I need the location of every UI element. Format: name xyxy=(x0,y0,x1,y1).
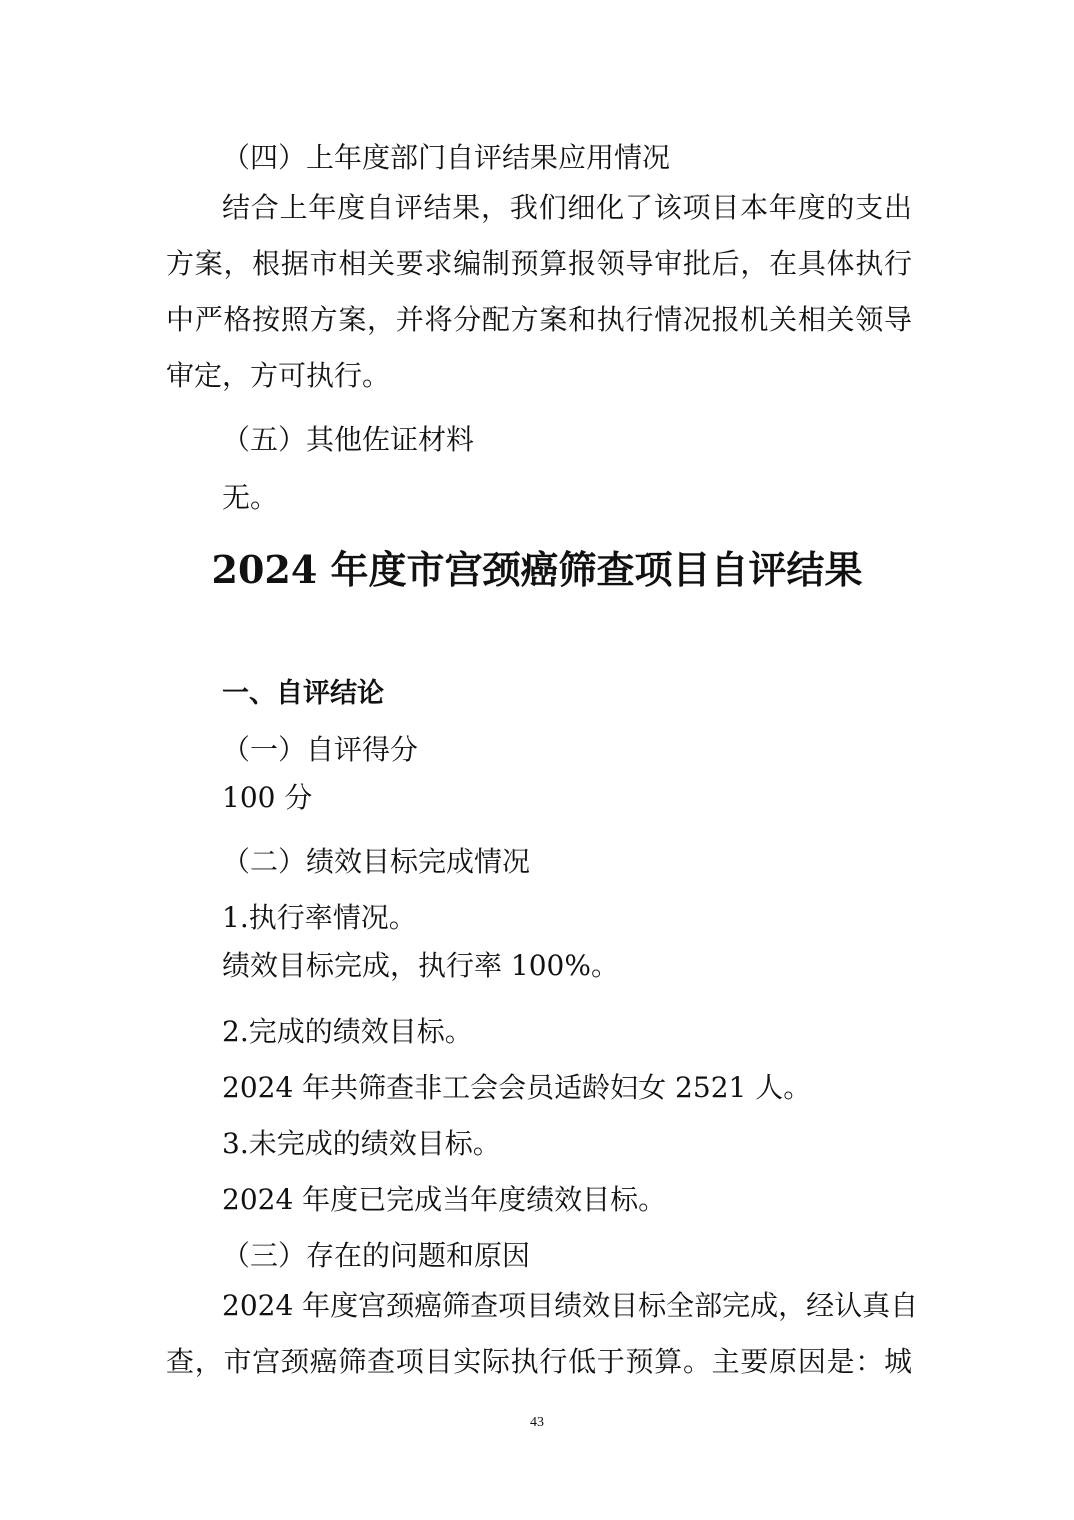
item2-text: 2024 年共筛查非工会会员适龄妇女 2521 人。 xyxy=(222,1071,812,1104)
item3-label: 3.未完成的绩效目标。 xyxy=(222,1127,501,1160)
section4-line-3: 中严格按照方案，并将分配方案和执行情况报机关相关领导 xyxy=(166,303,912,336)
item1-label: 1.执行率情况。 xyxy=(222,901,417,934)
item2-label: 2.完成的绩效目标。 xyxy=(222,1015,473,1048)
page-number: 43 xyxy=(530,1415,544,1430)
part1-heading: 一、自评结论 xyxy=(222,678,384,709)
section4-heading: （四）上年度部门自评结果应用情况 xyxy=(222,141,671,174)
item1-text: 绩效目标完成，执行率 100%。 xyxy=(222,949,619,982)
problem-line-2: 查，市宫颈癌筛查项目实际执行低于预算。主要原因是：城 xyxy=(166,1345,912,1378)
goal-heading: （二）绩效目标完成情况 xyxy=(222,845,531,878)
section4-line-1: 结合上年度自评结果，我们细化了该项目本年度的支出 xyxy=(222,191,912,224)
score-value: 100 分 xyxy=(222,781,313,814)
item3-text: 2024 年度已完成当年度绩效目标。 xyxy=(222,1183,667,1216)
section4-line-4: 审定，方可执行。 xyxy=(166,359,391,392)
section5-body: 无。 xyxy=(222,481,279,514)
section5-heading: （五）其他佐证材料 xyxy=(222,423,475,456)
section4-line-2: 方案，根据市相关要求编制预算报领导审批后，在具体执行 xyxy=(166,247,912,280)
page-title: 2024 年度市宫颈癌筛查项目自评结果 xyxy=(211,547,863,592)
problem-heading: （三）存在的问题和原因 xyxy=(222,1239,531,1272)
problem-line-1: 2024 年度宫颈癌筛查项目绩效目标全部完成，经认真自 xyxy=(222,1289,919,1322)
score-heading: （一）自评得分 xyxy=(222,733,419,766)
